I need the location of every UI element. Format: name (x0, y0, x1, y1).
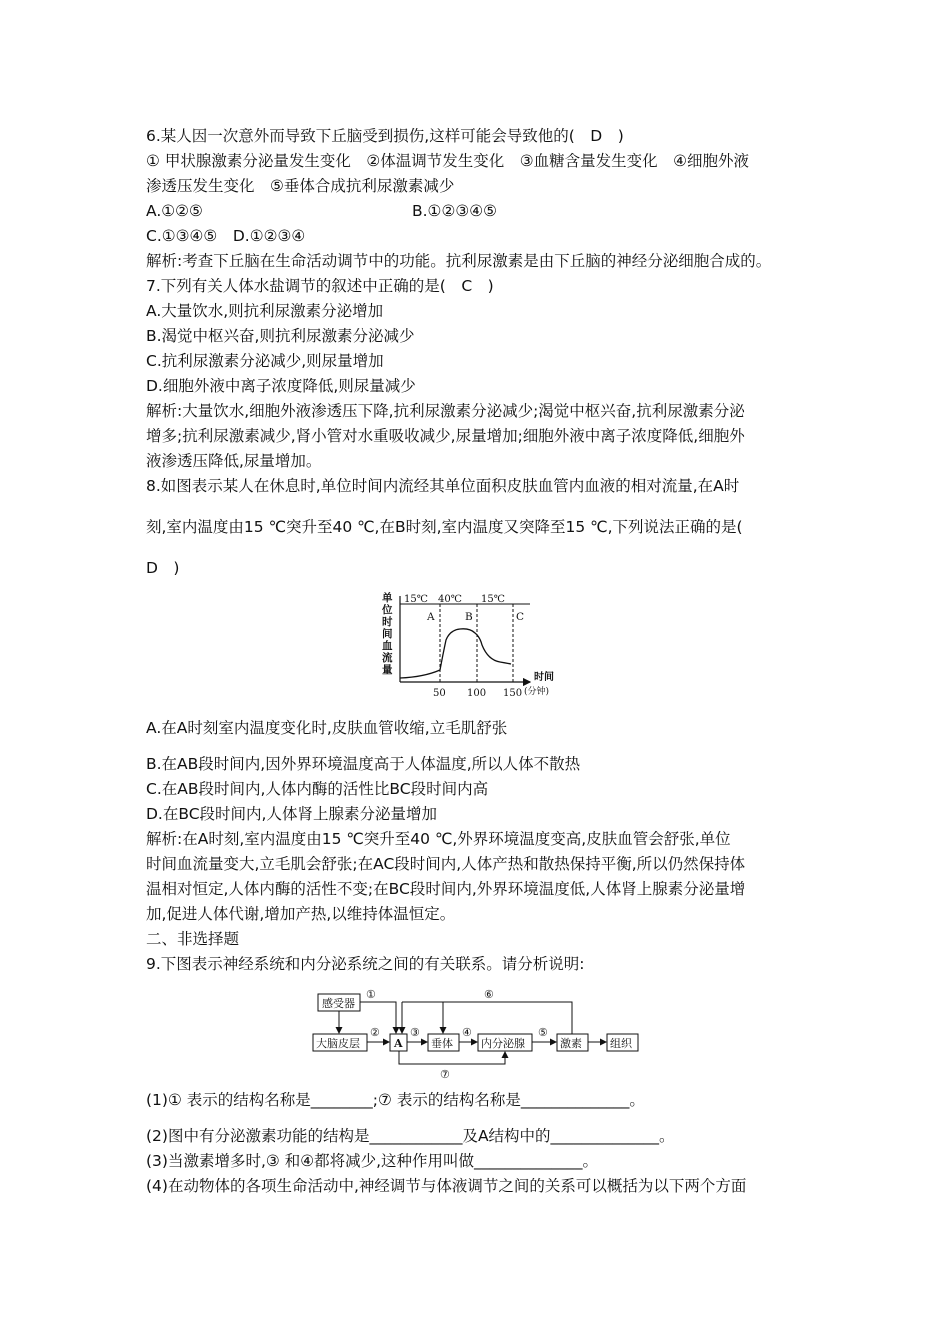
gland-label: 内分泌腺 (481, 1037, 525, 1050)
cortex-label: 大脑皮层 (316, 1037, 360, 1050)
blood-flow-curve (400, 629, 511, 678)
receptor-label: 感受器 (322, 997, 355, 1010)
q8-analysis-line4: 加,促进人体代谢,增加产热,以维持体温恒定。 (146, 905, 456, 923)
q7-analysis-line3: 液渗透压降低,尿量增加。 (146, 452, 322, 470)
q9-sub4: (4)在动物体的各项生命活动中,神经调节与体液调节之间的关系可以概括为以下两个方面 (146, 1177, 747, 1195)
pituitary-label: 垂体 (431, 1037, 453, 1050)
num-5: ⑤ (538, 1026, 548, 1039)
label-b: B (465, 611, 473, 623)
q9-sub2: (2)图中有分泌激素功能的结构是____________及A结构中的______________。 (146, 1127, 675, 1145)
q9-sub3: (3)当激素增多时,③ 和④都将减少,这种作用叫做______________。 (146, 1152, 599, 1170)
label-a: A (427, 611, 435, 623)
temp-label-1-shown: 15℃ (404, 594, 428, 605)
q6-option-cd: C.①③④⑤ D.①②③④ (146, 227, 306, 245)
q9-stem: 9.下图表示神经系统和内分泌系统之间的有关联系。请分析说明: (146, 955, 585, 973)
q8-stem-line3: D ) (146, 559, 180, 577)
q8-analysis-line3: 温相对恒定,人体内酶的活性不变;在BC段时间内,外界环境温度低,人体肾上腺素分泌量增 (146, 880, 746, 898)
tissue-label: 组织 (610, 1037, 632, 1050)
xlabel-time: 时间 (534, 672, 554, 683)
temp-label-3: 15℃ (481, 594, 505, 605)
q6-options-line1: ① 甲状腺激素分泌量发生变化 ②体温调节发生变化 ③血糖含量发生变化 ④细胞外液 (146, 152, 750, 170)
xlabel-unit: (分钟) (524, 687, 550, 697)
num-1: ① (366, 988, 376, 1001)
num-3: ③ (410, 1026, 420, 1039)
q7-option-c: C.抗利尿激素分泌减少,则尿量增加 (146, 352, 384, 370)
graph-ylabel (381, 591, 393, 676)
q7-option-b: B.渴觉中枢兴奋,则抗利尿激素分泌减少 (146, 327, 415, 345)
regulation-diagram (310, 984, 642, 1080)
q7-analysis-line2: 增多;抗利尿激素减少,肾小管对水重吸收减少,尿量增加;细胞外液中离子浓度降低,细胞外 (146, 427, 745, 445)
ylabel-char: 单 (382, 592, 393, 604)
num-4: ④ (462, 1026, 472, 1039)
q7-analysis-line1: 解析:大量饮水,细胞外液渗透压下降,抗利尿激素分泌减少;渴觉中枢兴奋,抗利尿激素分泌 (146, 402, 745, 420)
ylabel-char: 间 (382, 628, 393, 640)
q6-options-line2: 渗透压发生变化 ⑤垂体合成抗利尿激素减少 (146, 177, 455, 195)
q7-option-a: A.大量饮水,则抗利尿激素分泌增加 (146, 302, 384, 320)
q8-option-c: C.在AB段时间内,人体内酶的活性比BC段时间内高 (146, 780, 489, 798)
ylabel-char: 流 (382, 652, 393, 664)
a-label: A (394, 1037, 403, 1050)
tick-100: 100 (467, 688, 487, 699)
tick-150: 150 (503, 688, 523, 699)
blood-flow-graph (380, 590, 560, 700)
q8-stem-line2: 刻,室内温度由15 ℃突升至40 ℃,在B时刻,室内温度又突降至15 ℃,下列说法正确的是( (146, 518, 743, 536)
tick-50: 50 (433, 688, 446, 699)
num-7: ⑦ (440, 1068, 450, 1080)
ylabel-char: 量 (382, 664, 393, 676)
section-heading: 二、非选择题 (146, 930, 240, 948)
ylabel-char: 血 (382, 640, 393, 652)
hormone-label: 激素 (560, 1037, 582, 1050)
num-6: ⑥ (484, 988, 494, 1001)
q8-option-a: A.在A时刻室内温度变化时,皮肤血管收缩,立毛肌舒张 (146, 719, 508, 737)
q8-stem-line1: 8.如图表示某人在休息时,单位时间内流经其单位面积皮肤血管内血液的相对流量,在A时 (146, 477, 740, 495)
q8-option-b: B.在AB段时间内,因外界环境温度高于人体温度,所以人体不散热 (146, 755, 581, 773)
num-2: ② (370, 1026, 380, 1039)
q8-option-d: D.在BC段时间内,人体肾上腺素分泌量增加 (146, 805, 437, 823)
q8-analysis-line1: 解析:在A时刻,室内温度由15 ℃突升至40 ℃,外界环境温度变高,皮肤血管会舒张,单位 (146, 830, 731, 848)
ylabel-char: 位 (382, 604, 393, 616)
q7-stem: 7.下列有关人体水盐调节的叙述中正确的是( C ) (146, 277, 494, 295)
q8-analysis-line2: 时间血流量变大,立毛肌会舒张;在AC段时间内,人体产热和散热保持平衡,所以仍然保持体 (146, 855, 746, 873)
arrow-7 (399, 1051, 505, 1064)
q7-option-d: D.细胞外液中离子浓度降低,则尿量减少 (146, 377, 416, 395)
temp-label-2: 40℃ (438, 594, 462, 605)
q6-analysis: 解析:考查下丘脑在生命活动调节中的功能。抗利尿激素是由下丘脑的神经分泌细胞合成的。 (146, 252, 772, 270)
ylabel-char: 时 (382, 616, 393, 628)
q6-option-a: A.①②⑤ (146, 202, 203, 220)
q9-sub1: (1)① 表示的结构名称是________;⑦ 表示的结构名称是______________。 (146, 1091, 645, 1109)
label-c: C (516, 611, 525, 623)
q6-option-b: B.①②③④⑤ (412, 202, 498, 220)
q6-stem: 6.某人因一次意外而导致下丘脑受到损伤,这样可能会导致他的( D ) (146, 127, 624, 145)
